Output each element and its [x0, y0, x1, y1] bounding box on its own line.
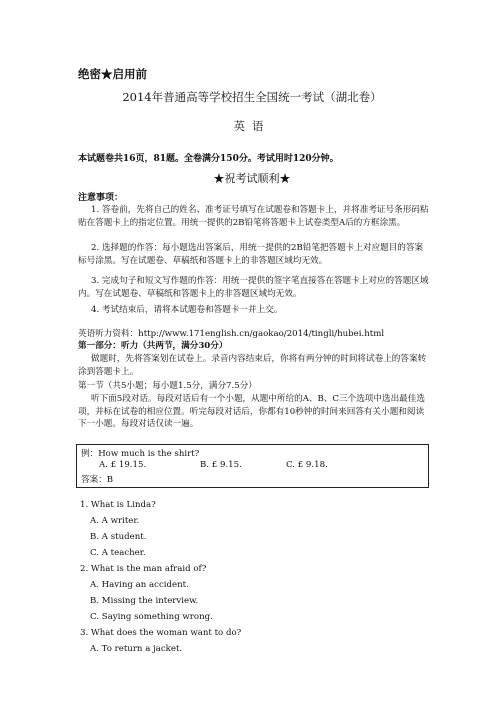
section1-intro: 听下面5段对话。每段对话后有一个小题，从题中所给的A、B、C三个选项中选出最佳选项，并标在试卷的相应位置。听完每段对话后，你都有10秒钟的时间来回答有关小题和阅读下一小题。每段对话仅读一遍。 — [78, 394, 425, 429]
question-2-option-a: A. Having an accident. — [90, 580, 189, 590]
part1-intro: 做题时，先将答案划在试卷上。录音内容结束后，你将有两分钟的时间将试卷上的答案转涂到答题卡上。 — [78, 354, 427, 377]
good-luck-line: ★祝考试顺利★ — [213, 172, 291, 185]
question-3-stem: 3. What does the woman want to do? — [80, 628, 242, 638]
subject-title: 英语 — [233, 119, 271, 133]
notice-item-2: 2. 选择题的作答：每小题选出答案后，用统一提供的2B铅笔把答题卡上对应题目的答案标号涂黑。写在试题卷、草稿纸和答题卡上的非答题区域均无效。 — [78, 243, 424, 266]
notice-heading: 注意事项： — [78, 193, 124, 203]
notice-item-3: 3. 完成句子和短文写作题的作答：用统一提供的签字笔直接答在答题卡上对应的答题区域内。写在试题卷、草稿纸和答题卡上的非答题区域均无效。 — [78, 276, 429, 299]
question-1-stem: 1. What is Linda? — [80, 500, 156, 510]
example-answer: 答案：B — [81, 475, 114, 485]
example-option-a: A. £ 19.15. — [99, 460, 147, 470]
example-box — [76, 444, 429, 488]
section1-heading: 第一节（共5小题；每小题1.5分，满分7.5分） — [78, 381, 257, 391]
example-option-b: B. £ 9.15. — [200, 460, 242, 470]
listening-source-link[interactable]: 英语听力资料：http://www.171english.cn/gaokao/2014/tingli/hubei.html — [78, 329, 385, 339]
confidential-mark: 绝密★启用前 — [78, 67, 147, 81]
exam-title: 2014年普通高等学校招生全国统一考试（湖北卷） — [122, 90, 382, 104]
exam-info: 本试题卷共16页，81题。全卷满分150分。考试用时120分钟。 — [78, 154, 339, 164]
question-1-option-c: C. A teacher. — [90, 548, 146, 558]
example-question: 例：How much is the shirt? — [81, 449, 200, 459]
question-2-option-c: C. Saying something wrong. — [90, 612, 213, 622]
question-1-option-b: B. A student. — [90, 532, 147, 542]
question-3-option-a: A. To return a jacket. — [90, 644, 183, 654]
question-2-option-b: B. Missing the interview. — [90, 596, 199, 606]
notice-item-4: 4. 考试结束后，请将本试题卷和答题卡一并上交。 — [91, 305, 283, 315]
question-2-stem: 2. What is the man afraid of? — [80, 564, 207, 574]
notice-item-1: 1. 答卷前，先将自己的姓名、准考证号填写在试题卷和答题卡上，并将准考证号条形码粘贴在答题卡上的指定位置。用统一提供的2B铅笔将答题卡上试卷类型A后的方框涂黑。 — [78, 205, 429, 228]
part1-heading: 第一部分：听力（共两节，满分30分） — [78, 341, 228, 351]
question-1-option-a: A. A writer. — [90, 516, 140, 526]
example-option-c: C. £ 9.18. — [286, 460, 328, 470]
